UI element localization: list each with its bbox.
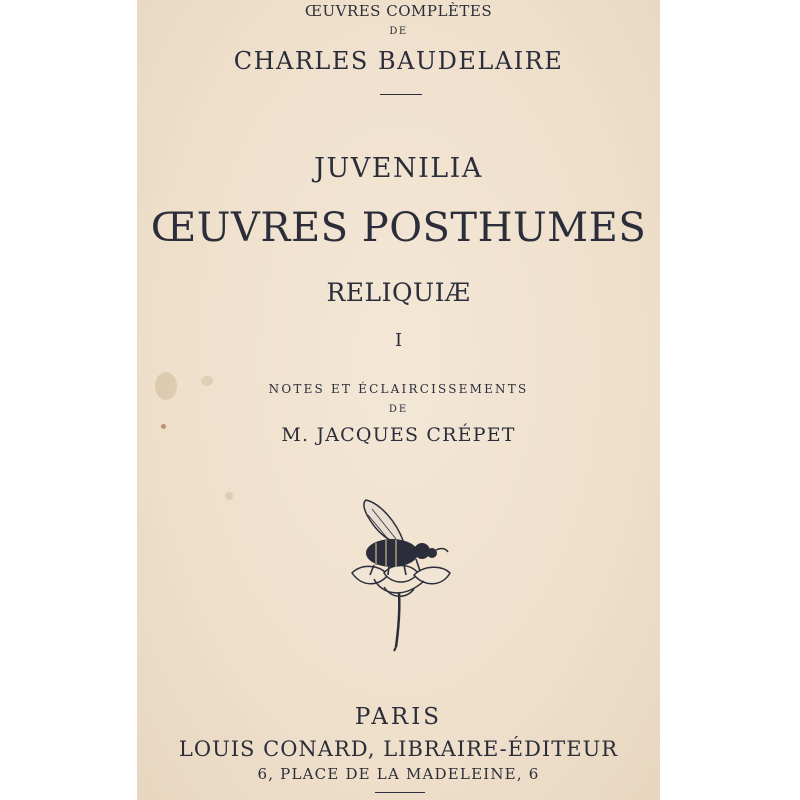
title-page [137,0,660,800]
author-name: CHARLES BAUDELAIRE [233,47,564,75]
imprint-publisher: LOUIS CONARD, LIBRAIRE-ÉDITEUR [178,737,619,761]
subtitle-juvenilia: JUVENILIA [314,153,483,184]
main-title: ŒUVRES POSTHUMES [150,205,647,251]
volume-number: I [394,330,403,351]
notes-line: NOTES ET ÉCLAIRCISSEMENTS [268,382,529,396]
bee-on-flower-icon [344,495,454,655]
divider-rule-bottom [375,792,425,793]
notes-de: DE [388,404,409,415]
editor-name: M. JACQUES CRÉPET [281,424,516,446]
imprint-address: 6, PLACE DE LA MADELEINE, 6 [257,765,540,783]
subtitle-reliquiae: RELIQUIÆ [326,278,471,307]
imprint-city: PARIS [354,704,443,730]
divider-rule [380,94,422,95]
series-title: ŒUVRES COMPLÈTES [304,2,493,20]
series-de: DE [389,26,408,37]
paper-stain [225,492,233,500]
